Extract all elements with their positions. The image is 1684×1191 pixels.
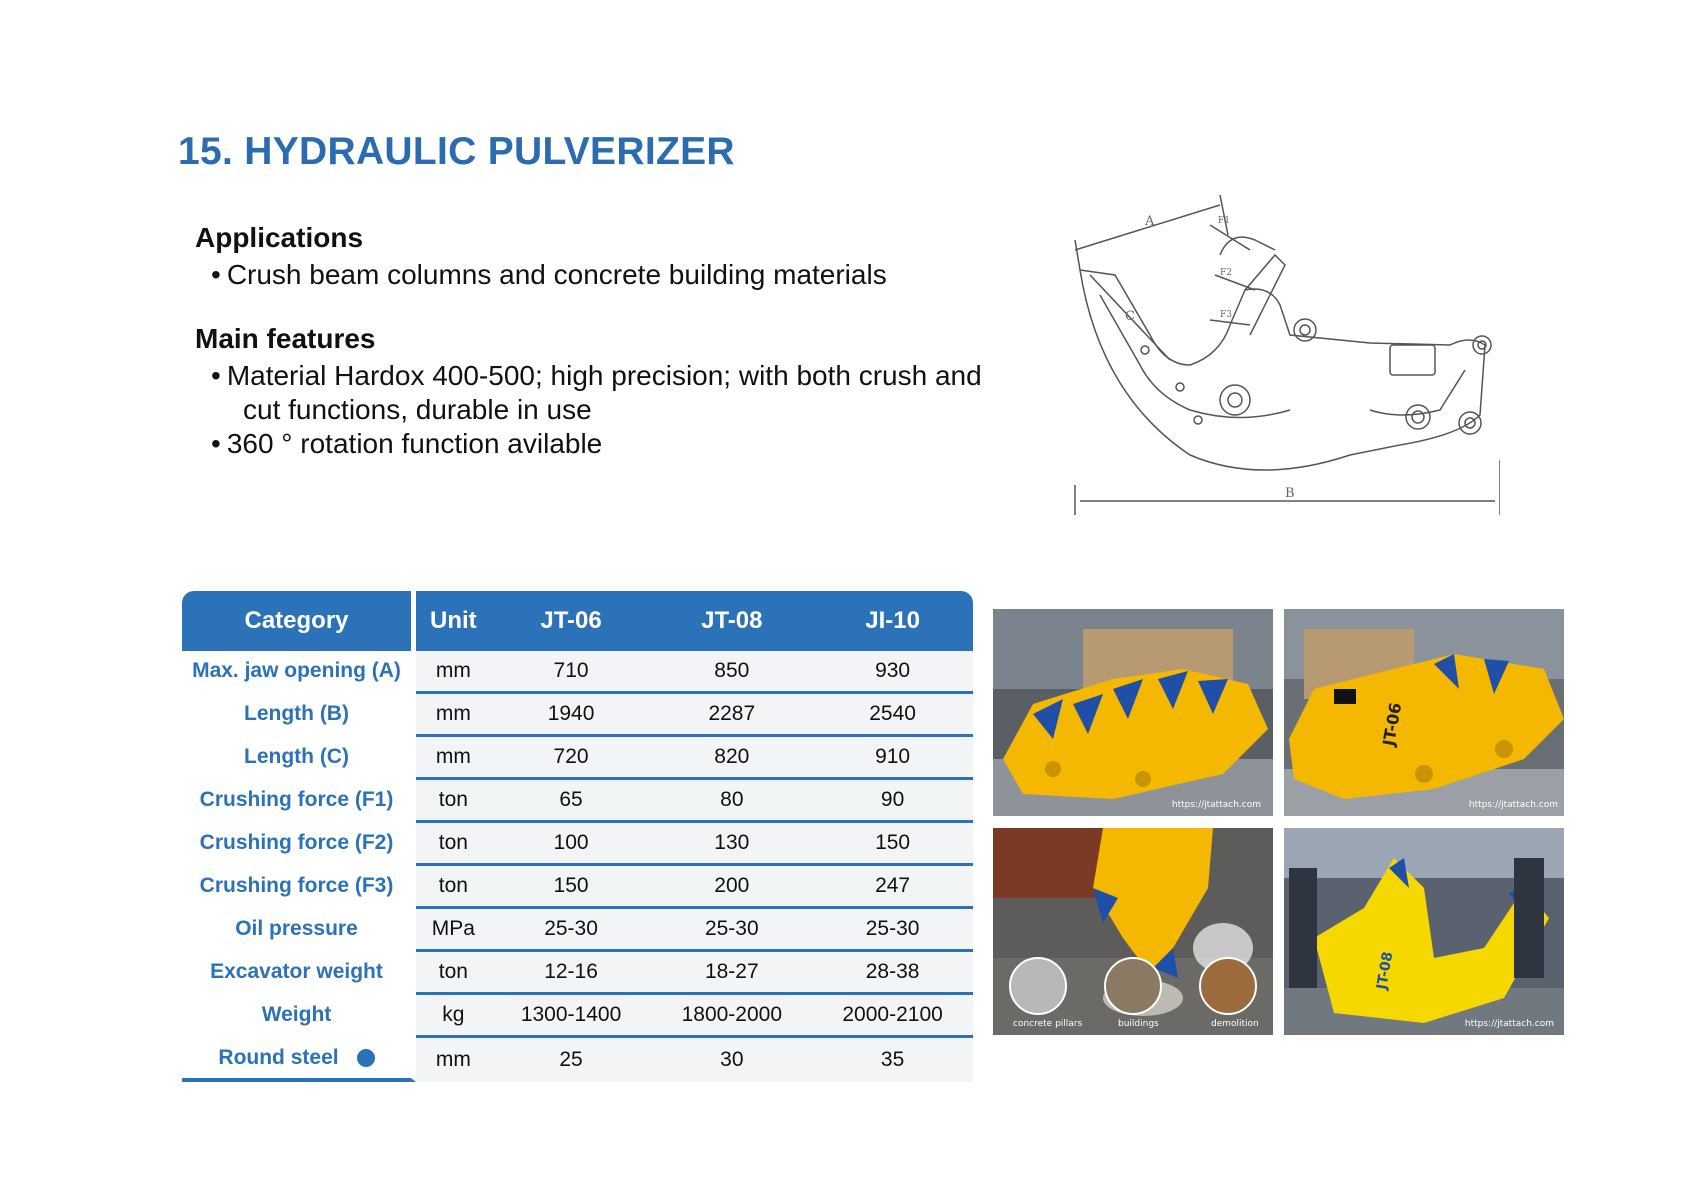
diagram-label-c: C: [1125, 309, 1135, 324]
photo-3-caption-1: concrete pillars: [1013, 1019, 1083, 1029]
table-row: [182, 995, 973, 1038]
features-section: [195, 323, 982, 461]
applications-heading: Applications: [195, 222, 364, 253]
product-photo-4: [1284, 828, 1564, 1035]
row-unit: kg: [416, 995, 491, 1038]
row-unit: MPa: [416, 909, 491, 952]
row-ji10: 2000-2100: [812, 995, 973, 1038]
row-jt08: 25-30: [651, 909, 812, 952]
row-category: Length (B): [182, 694, 416, 737]
photo-4-marking: JT-08: [1374, 950, 1397, 991]
row-category: Excavator weight: [182, 952, 416, 995]
photo-2-marking: JT-06: [1379, 701, 1406, 748]
row-jt06: 150: [491, 866, 652, 909]
row-jt08: 130: [651, 823, 812, 866]
pulverizer-diagram: [1070, 195, 1500, 555]
header-unit: Unit: [416, 591, 491, 651]
row-unit: mm: [416, 1038, 491, 1082]
row-jt06: 720: [491, 737, 652, 780]
row-unit: mm: [416, 651, 491, 694]
row-category: Max. jaw opening (A): [182, 651, 416, 694]
row-category: Crushing force (F1): [182, 780, 416, 823]
row-jt06: 65: [491, 780, 652, 823]
row-ji10: 28-38: [812, 952, 973, 995]
diagram-label-b: B: [1285, 486, 1295, 501]
table-row: [182, 866, 973, 909]
table-row: [182, 909, 973, 952]
table-row: [182, 823, 973, 866]
table-header-row: [182, 591, 973, 651]
photo-3-caption-3: demolition: [1211, 1019, 1259, 1029]
row-jt06: 1940: [491, 694, 652, 737]
diagram-label-f2: F2: [1220, 268, 1232, 278]
row-jt08: 200: [651, 866, 812, 909]
row-jt06: 25-30: [491, 909, 652, 952]
features-item: • Material Hardox 400-500; high precision; with both crush and cut functions, durable in use: [211, 360, 982, 425]
row-jt08: 80: [651, 780, 812, 823]
row-jt08: 18-27: [651, 952, 812, 995]
header-category: Category: [182, 591, 416, 651]
applications-item: • Crush beam columns and concrete building materials: [211, 259, 887, 290]
table-row: [182, 694, 973, 737]
row-ji10: 2540: [812, 694, 973, 737]
photo-2-watermark: https://jtattach.com: [1468, 800, 1558, 810]
photo-4-watermark: https://jtattach.com: [1464, 1019, 1554, 1029]
row-category: Weight: [182, 995, 416, 1038]
page-title: 15. HYDRAULIC PULVERIZER: [178, 130, 735, 173]
spec-table: [182, 591, 973, 1082]
row-jt08: 30: [651, 1038, 812, 1082]
row-ji10: 25-30: [812, 909, 973, 952]
header-ji10: JI-10: [812, 591, 973, 651]
features-heading: Main features: [195, 323, 376, 354]
diagram-label-a: A: [1145, 214, 1155, 229]
table-row: [182, 780, 973, 823]
row-jt08: 820: [651, 737, 812, 780]
diagram-label-f3: F3: [1220, 310, 1232, 320]
row-category-cell: [182, 1038, 416, 1082]
table-row: [182, 651, 973, 694]
row-category: Crushing force (F2): [182, 823, 416, 866]
row-jt06: 710: [491, 651, 652, 694]
row-jt08: 1800-2000: [651, 995, 812, 1038]
row-category: Oil pressure: [182, 909, 416, 952]
table-row: [182, 737, 973, 780]
row-ji10: 930: [812, 651, 973, 694]
row-ji10: 150: [812, 823, 973, 866]
product-photo-3: [993, 828, 1273, 1035]
row-unit: mm: [416, 694, 491, 737]
round-steel-dot-icon: [357, 1049, 375, 1067]
product-photo-1: [993, 609, 1273, 816]
row-ji10: 35: [812, 1038, 973, 1082]
row-ji10: 247: [812, 866, 973, 909]
features-item-text: 360 ° rotation function avilable: [226, 428, 603, 459]
photo-1-watermark: https://jtattach.com: [1171, 800, 1261, 810]
row-category: Length (C): [182, 737, 416, 780]
header-jt08: JT-08: [651, 591, 812, 651]
row-ji10: 910: [812, 737, 973, 780]
row-jt06: 12-16: [491, 952, 652, 995]
row-category: Round steel: [218, 1046, 339, 1069]
header-jt06: JT-06: [491, 591, 652, 651]
row-unit: mm: [416, 737, 491, 780]
row-unit: ton: [416, 866, 491, 909]
features-item-text-cont: cut functions, durable in use: [243, 394, 592, 425]
features-item: • 360 ° rotation function avilable: [211, 428, 603, 459]
row-jt06: 25: [491, 1038, 652, 1082]
applications-item-text: Crush beam columns and concrete building materials: [226, 259, 887, 290]
row-unit: ton: [416, 823, 491, 866]
features-item-text: Material Hardox 400-500; high precision; with both crush and: [226, 360, 982, 391]
row-unit: ton: [416, 780, 491, 823]
row-category: Crushing force (F3): [182, 866, 416, 909]
row-jt08: 850: [651, 651, 812, 694]
table-row: [182, 952, 973, 995]
product-photo-2: [1284, 609, 1564, 816]
table-row: [182, 1038, 973, 1082]
applications-section: [195, 222, 887, 292]
row-jt06: 1300-1400: [491, 995, 652, 1038]
row-jt06: 100: [491, 823, 652, 866]
row-unit: ton: [416, 952, 491, 995]
diagram-label-f1: F1: [1218, 216, 1230, 226]
photo-3-caption-2: buildings: [1118, 1019, 1159, 1029]
row-jt08: 2287: [651, 694, 812, 737]
row-ji10: 90: [812, 780, 973, 823]
